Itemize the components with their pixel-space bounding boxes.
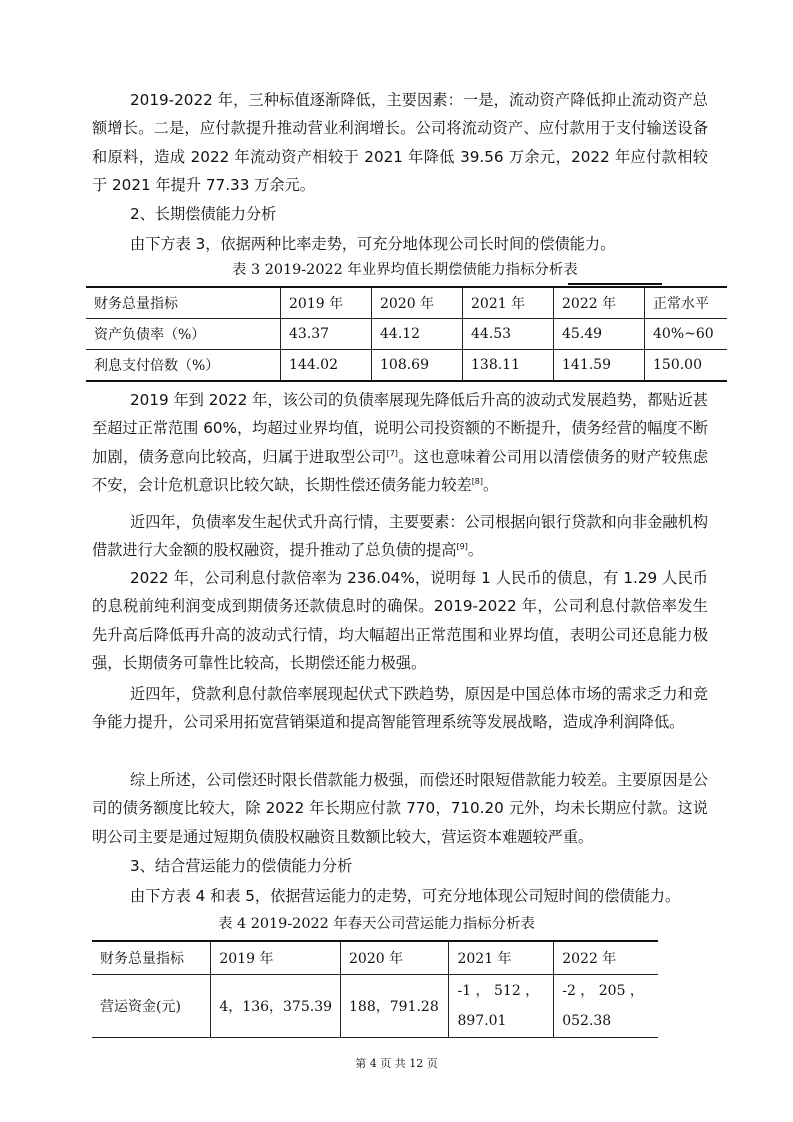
paragraph-6: 近四年，贷款利息付款倍率展现起伏式下跌趋势，原因是中国总体市场的需求乏力和竞争能力提升，公司采用拓宽营销渠道和提高智能管理系统等发展战略，造成净利润降低。: [92, 685, 708, 732]
table-header-cell: 财务总量指标: [86, 287, 281, 319]
table-row: [86, 319, 727, 350]
citation-ref: [7]: [386, 448, 398, 458]
table-cell: -1 ， 512 ， 897.01: [449, 975, 554, 1038]
table-header-cell: 2021 年: [449, 941, 554, 975]
paragraph-3-text-c: 。: [483, 476, 499, 495]
table-cell: 138.11: [463, 350, 554, 382]
table-cell: 141.59: [554, 350, 645, 382]
table-cell: 150.00: [645, 350, 728, 382]
table-header-row: [86, 287, 727, 319]
paragraph-3-text-b: 。这也意味着公司用以清偿债务的财产较焦虑不安，会计危机意识比较欠缺，长期性偿还债务能力较差: [92, 447, 709, 495]
table-cell: 44.53: [463, 319, 554, 350]
table-cell: 188，791.28: [341, 975, 449, 1038]
table-cell: 108.69: [372, 350, 463, 382]
paragraph-4-text-b: 。: [467, 541, 484, 560]
table-cell: 利息支付倍数（%）: [86, 350, 281, 382]
paragraph-4-text-a: 近四年，负债率发生起伏式升高行情，主要要素：公司根据向银行贷款和向非金融机构借款进行大金额的股权融资，提升推动了总负债的提高: [92, 513, 708, 560]
table-header-cell: 2020 年: [372, 287, 463, 319]
paragraph-8: 由下方表 4 和表 5，依据营运能力的走势，可充分地体现公司短时间的偿债能力。: [130, 887, 681, 905]
page-footer: 第 4 页 共 12 页: [355, 1057, 438, 1070]
paragraph-3-text-a: 2019 年到 2022 年，该公司的负债率展现先降低后升高的波动式发展趋势，都贴近甚至超过正常范围 60%，均超过业界均值，说明公司投资额的不断提升，债务经营的幅度不断加剧，债务意向比较高，归属于进取型公司: [92, 391, 708, 466]
paragraph-1: 2019-2022 年，三种标值逐渐降低，主要因素：一是，流动资产降低抑止流动资产总额增长。二是，应付款提升推动营业利润增长。公司将流动资产、应付款用于支付输送设备和原料，造成 2022 年流动资产相较于 2021 年降低 39.56 万余元，2022 年应付款相较于 2021 年提升 77.33 万余元。: [92, 91, 708, 195]
table-cell: 44.12: [372, 319, 463, 350]
paragraph-7: 综上所述，公司偿还时限长借款能力极强，而偿还时限短借款能力较差。主要原因是公司的债务额度比较大，除 2022 年长期应付款 770，710.20 元外，均未长期应付款。这说明公司主要是通过短期负债股权融资且数额比较大，营运资本难题较严重。: [92, 771, 708, 846]
table-cell: 144.02: [281, 350, 372, 382]
table-cell: 40%~60: [645, 319, 728, 350]
table-header-cell: 2022 年: [554, 941, 658, 975]
table-4: [92, 940, 658, 1038]
table-header-cell: 2021 年: [463, 287, 554, 319]
table-row: [86, 350, 727, 382]
paragraph-4: [92, 508, 708, 565]
table-cell: 45.49: [554, 319, 645, 350]
table-row: [92, 975, 658, 1038]
table-header-cell: 财务总量指标: [92, 941, 211, 975]
table-header-cell: 2019 年: [281, 287, 372, 319]
paragraph-2: 由下方表 3，依据两种比率走势，可充分地体现公司长时间的偿债能力。: [130, 235, 616, 253]
caption-rule: [568, 283, 662, 285]
table-cell: 4，136，375.39: [211, 975, 341, 1038]
table3-caption: 表 3 2019-2022 年业界均值长期偿债能力指标分析表: [232, 262, 578, 278]
table-3: [86, 286, 727, 382]
table-header-row: [92, 941, 658, 975]
paragraph-3: [92, 386, 708, 500]
table-header-cell: 2020 年: [341, 941, 449, 975]
table-header-cell: 2019 年: [211, 941, 341, 975]
table-cell: -2 ， 205 ， 052.38: [554, 975, 658, 1038]
section-heading-2: 2、长期偿债能力分析: [130, 205, 277, 223]
citation-ref: [8]: [471, 477, 484, 487]
table-cell: 资产负债率（%）: [86, 319, 281, 350]
table4-caption: 表 4 2019-2022 年春天公司营运能力指标分析表: [218, 916, 535, 932]
table-header-cell: 正常水平: [645, 287, 728, 319]
citation-ref: [9]: [456, 542, 468, 552]
table-header-cell: 2022 年: [554, 287, 645, 319]
table-cell: 43.37: [281, 319, 372, 350]
section-heading-3: 3、结合营运能力的偿债能力分析: [130, 857, 353, 875]
paragraph-5: 2022 年，公司利息付款倍率为 236.04%，说明每 1 人民币的债息，有 1.29 人民币的息税前纯利润变成到期债务还款债息时的确保。2019-2022 年，公司利息付款倍率发生先升高后降低再升高的波动式行情，均大幅超出正常范围和业界均值，表明公司还息能力极强，长期债务可靠性比较高，长期偿还能力极强。: [92, 569, 708, 673]
table-cell: 营运资金(元): [92, 975, 211, 1038]
